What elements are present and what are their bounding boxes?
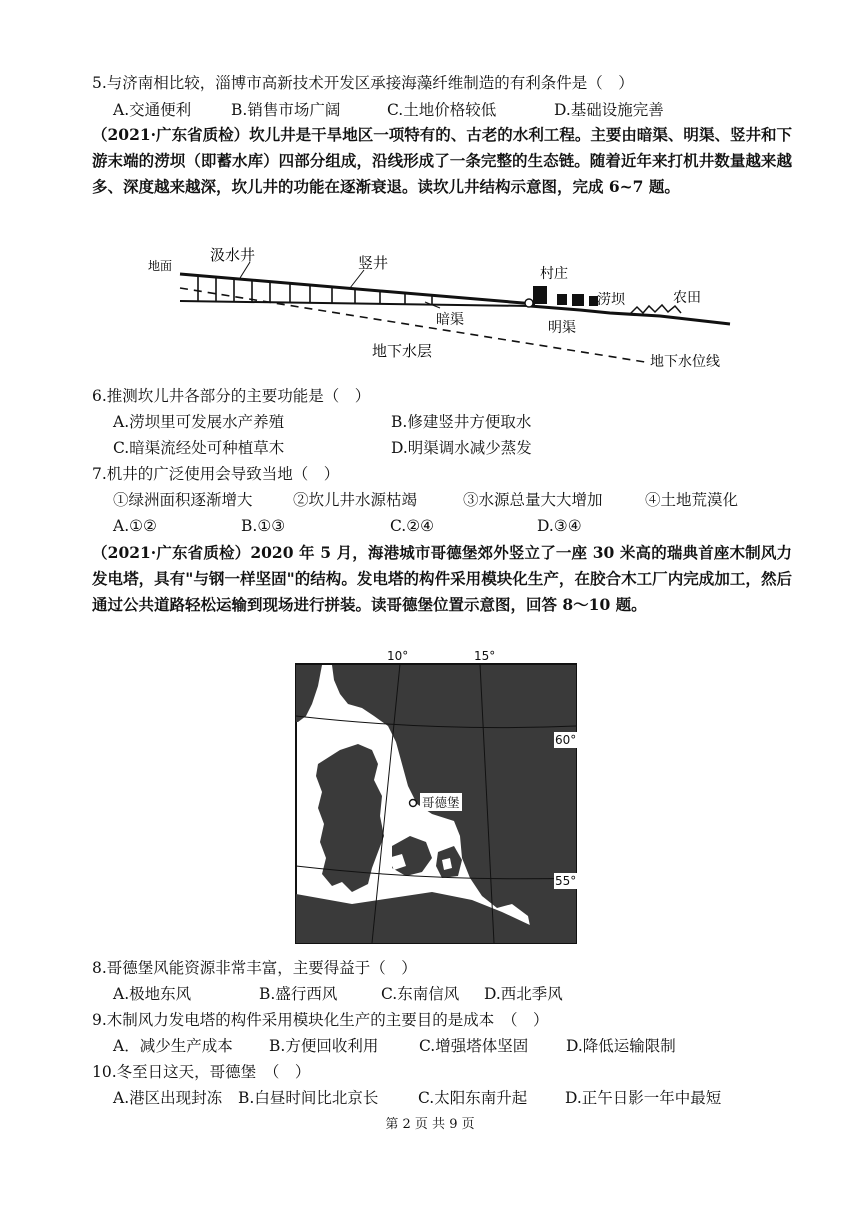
q10-option-c: C.太阳东南升起	[418, 1089, 528, 1107]
q10-option-b: B.白昼时间比北京长	[238, 1089, 379, 1107]
map-lon-label-15: 15°	[474, 649, 496, 663]
q6-option-a: A.涝坝里可发展水产养殖	[113, 413, 285, 431]
q6-option-b: B.修建竖井方便取水	[391, 413, 532, 431]
q8-option-c: C.东南信风	[381, 985, 460, 1003]
q5-stem: 5.与济南相比较，淄博市高新技术开发区承接海藻纤维制造的有利条件是（ ）	[92, 74, 634, 92]
label-intake-well: 汲水井	[210, 246, 256, 264]
map-lat-label-55: 55°	[555, 874, 577, 888]
q10-option-d: D.正午日影一年中最短	[565, 1089, 722, 1107]
label-aquifer: 地下水层	[372, 342, 433, 360]
label-open-channel: 明渠	[548, 320, 576, 336]
label-farmland: 农田	[673, 290, 701, 306]
page-footer: 第 2 页 共 9 页	[385, 1117, 475, 1132]
q7-option-c: C.②④	[390, 517, 435, 535]
q9-option-a: A．减少生产成本	[113, 1037, 233, 1055]
q5-option-d: D.基础设施完善	[554, 101, 664, 119]
map-city-label: 哥德堡	[422, 795, 460, 810]
label-pond: 涝坝	[597, 292, 625, 308]
q9-stem: 9.木制风力发电塔的构件采用模块化生产的主要目的是成本 （ ）	[92, 1011, 549, 1029]
map-lat-label-60: 60°	[555, 733, 577, 747]
label-water-table: 地下水位线	[650, 354, 720, 370]
label-underground-channel: 暗渠	[436, 312, 464, 328]
q9-option-d: D.降低运输限制	[566, 1037, 676, 1055]
q7-item-2: ②坎儿井水源枯竭	[293, 491, 418, 509]
q8-option-b: B.盛行西风	[259, 985, 338, 1003]
q7-item-1: ①绿洲面积逐渐增大	[113, 491, 253, 509]
q7-option-b: B.①③	[241, 517, 286, 535]
label-ground: 地面	[148, 259, 173, 273]
label-vertical-shaft: 竖井	[358, 254, 389, 272]
q9-option-c: C.增强塔体坚固	[419, 1037, 529, 1055]
gothenburg-map	[292, 646, 582, 946]
karez-diagram	[140, 240, 740, 370]
q6-option-c: C.暗渠流经处可种植草木	[113, 439, 285, 457]
intro-8-10: （2021·广东省质检）2020 年 5 月，海港城市哥德堡郊外竖立了一座 30 米高的瑞典首座木制风力发电塔，具有"与钢一样坚固"的结构。发电塔的构件采用模块化生产，在胶合木工厂内完成加工，然后通过公共道路轻松运输到现场进行拼装。读哥德堡位置示意图，回答 8～10 题。	[92, 543, 792, 614]
q5-option-b: B.销售市场广阔	[231, 101, 341, 119]
label-village: 村庄	[540, 266, 568, 282]
q10-stem: 10.冬至日这天，哥德堡 （ ）	[92, 1063, 311, 1081]
q6-option-d: D.明渠调水减少蒸发	[391, 439, 532, 457]
q8-option-d: D.西北季风	[484, 985, 563, 1003]
q7-item-3: ③水源总量大大增加	[463, 491, 603, 509]
q9-option-b: B.方便回收利用	[269, 1037, 379, 1055]
intro-6-7: （2021·广东省质检）坎儿井是干旱地区一项特有的、古老的水利工程。主要由暗渠、明渠、竖井和下游末端的涝坝（即蓄水库）四部分组成，沿线形成了一条完整的生态链。随着近年来打机井数量越来越多、深度越来越深，坎儿井的功能在逐渐衰退。读坎儿井结构示意图，完成 6~7 题。	[92, 125, 792, 196]
q8-option-a: A.极地东风	[113, 985, 192, 1003]
map-lon-label-10: 10°	[387, 649, 409, 663]
q7-option-d: D.③④	[537, 517, 582, 535]
q10-option-a: A.港区出现封冻	[113, 1089, 223, 1107]
q5-option-c: C.土地价格较低	[387, 101, 497, 119]
q5-option-a: A.交通便利	[113, 101, 192, 119]
q8-stem: 8.哥德堡风能资源非常丰富，主要得益于（ ）	[92, 959, 417, 977]
q7-item-4: ④土地荒漠化	[645, 491, 739, 509]
q6-stem: 6.推测坎儿井各部分的主要功能是（ ）	[92, 387, 371, 405]
q7-option-a: A.①②	[113, 517, 157, 535]
q7-stem: 7.机井的广泛使用会导致当地（ ）	[92, 465, 340, 483]
